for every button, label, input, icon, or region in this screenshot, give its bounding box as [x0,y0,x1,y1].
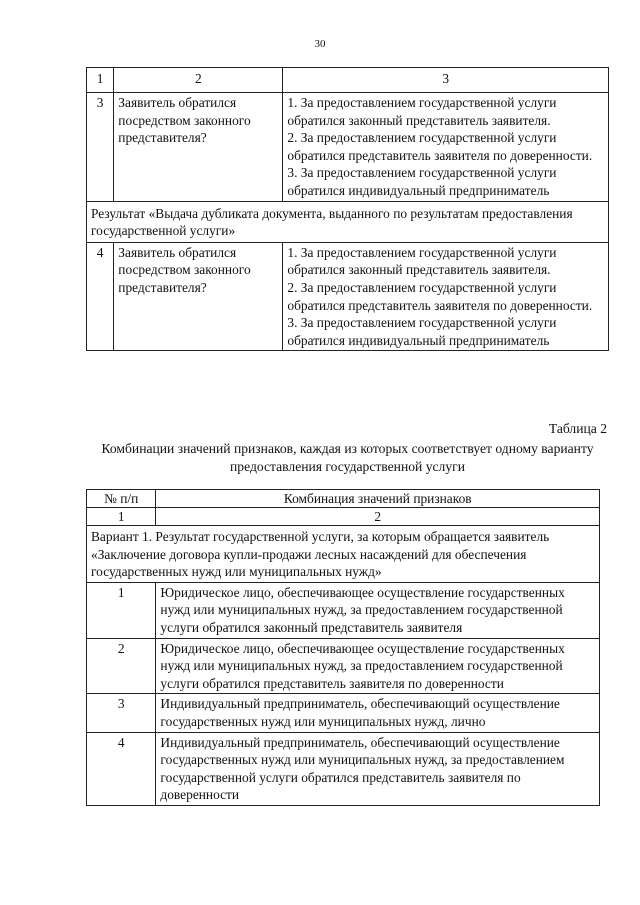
row-number: 3 [87,93,114,202]
row-combination: Юридическое лицо, обеспечивающее осуществление государственных нужд или муниципальных нужд, за предоставлением государственной услуги обратился законный представитель заявителя [156,582,600,638]
table-header-row [87,490,600,508]
row-answers [283,242,609,351]
result-row [87,201,609,242]
subheader-cell-2: 2 [156,508,600,526]
answer-option: 2. За предоставлением государственной услуги обратился представитель заявителя по доверенности. [287,130,593,163]
header-combination: Комбинация значений признаков [156,490,600,508]
row-number: 2 [87,638,156,694]
answer-option: 3. За предоставлением государственной услуги обратился индивидуальный предприниматель [287,315,557,348]
header-number: № п/п [87,490,156,508]
combinations-table [86,489,600,806]
header-cell-2: 2 [114,68,283,93]
row-number: 1 [87,582,156,638]
subheader-cell-1: 1 [87,508,156,526]
table-row [87,93,609,202]
row-question: Заявитель обратился посредством законного представителя? [114,242,283,351]
table-row [87,732,600,805]
header-cell-3: 3 [283,68,609,93]
row-number: 4 [87,242,114,351]
answer-option: 3. За предоставлением государственной услуги обратился индивидуальный предприниматель [287,165,557,198]
result-text: Результат «Выдача дубликата документа, выданного по результатам предоставления государственной услуги» [87,201,609,242]
table-label: Таблица 2 [548,421,607,436]
row-combination: Юридическое лицо, обеспечивающее осуществление государственных нужд или муниципальных нужд, за предоставлением государственной услуги обратился представитель заявителя по доверенности [156,638,600,694]
header-cell-1: 1 [87,68,114,93]
criteria-table [86,67,609,351]
row-answers [283,93,609,202]
table-header-row [87,68,609,93]
table-row [87,242,609,351]
table-title: Комбинации значений признаков, каждая из которых соответствует одному варианту предоставления государственной услуги [101,441,594,474]
variant-row [87,526,600,583]
row-number: 4 [87,732,156,805]
table-row [87,582,600,638]
row-question: Заявитель обратился посредством законного представителя? [114,93,283,202]
table-subheader-row [87,508,600,526]
answer-option: 2. За предоставлением государственной услуги обратился представитель заявителя по доверенности. [287,279,593,313]
row-combination: Индивидуальный предприниматель, обеспечивающий осуществление государственных нужд или муниципальных нужд, за предоставлением государственной услуги обратился представитель заявителя по доверенности [156,732,600,805]
row-number: 3 [87,694,156,732]
answer-option: 1. За предоставлением государственной услуги обратился законный представитель заявителя. [287,244,557,278]
table-row [87,638,600,694]
page-number: 30 [314,38,326,50]
table-row [87,694,600,732]
row-combination: Индивидуальный предприниматель, обеспечивающий осуществление государственных нужд или муниципальных нужд, лично [156,694,600,732]
variant-text: Вариант 1. Результат государственной услуги, за которым обращается заявитель «Заключение договора купли-продажи лесных насаждений для обеспечения государственных нужд или муниципальных нужд» [87,526,600,583]
answer-option: 1. За предоставлением государственной услуги обратился законный представитель заявителя. [287,95,557,128]
